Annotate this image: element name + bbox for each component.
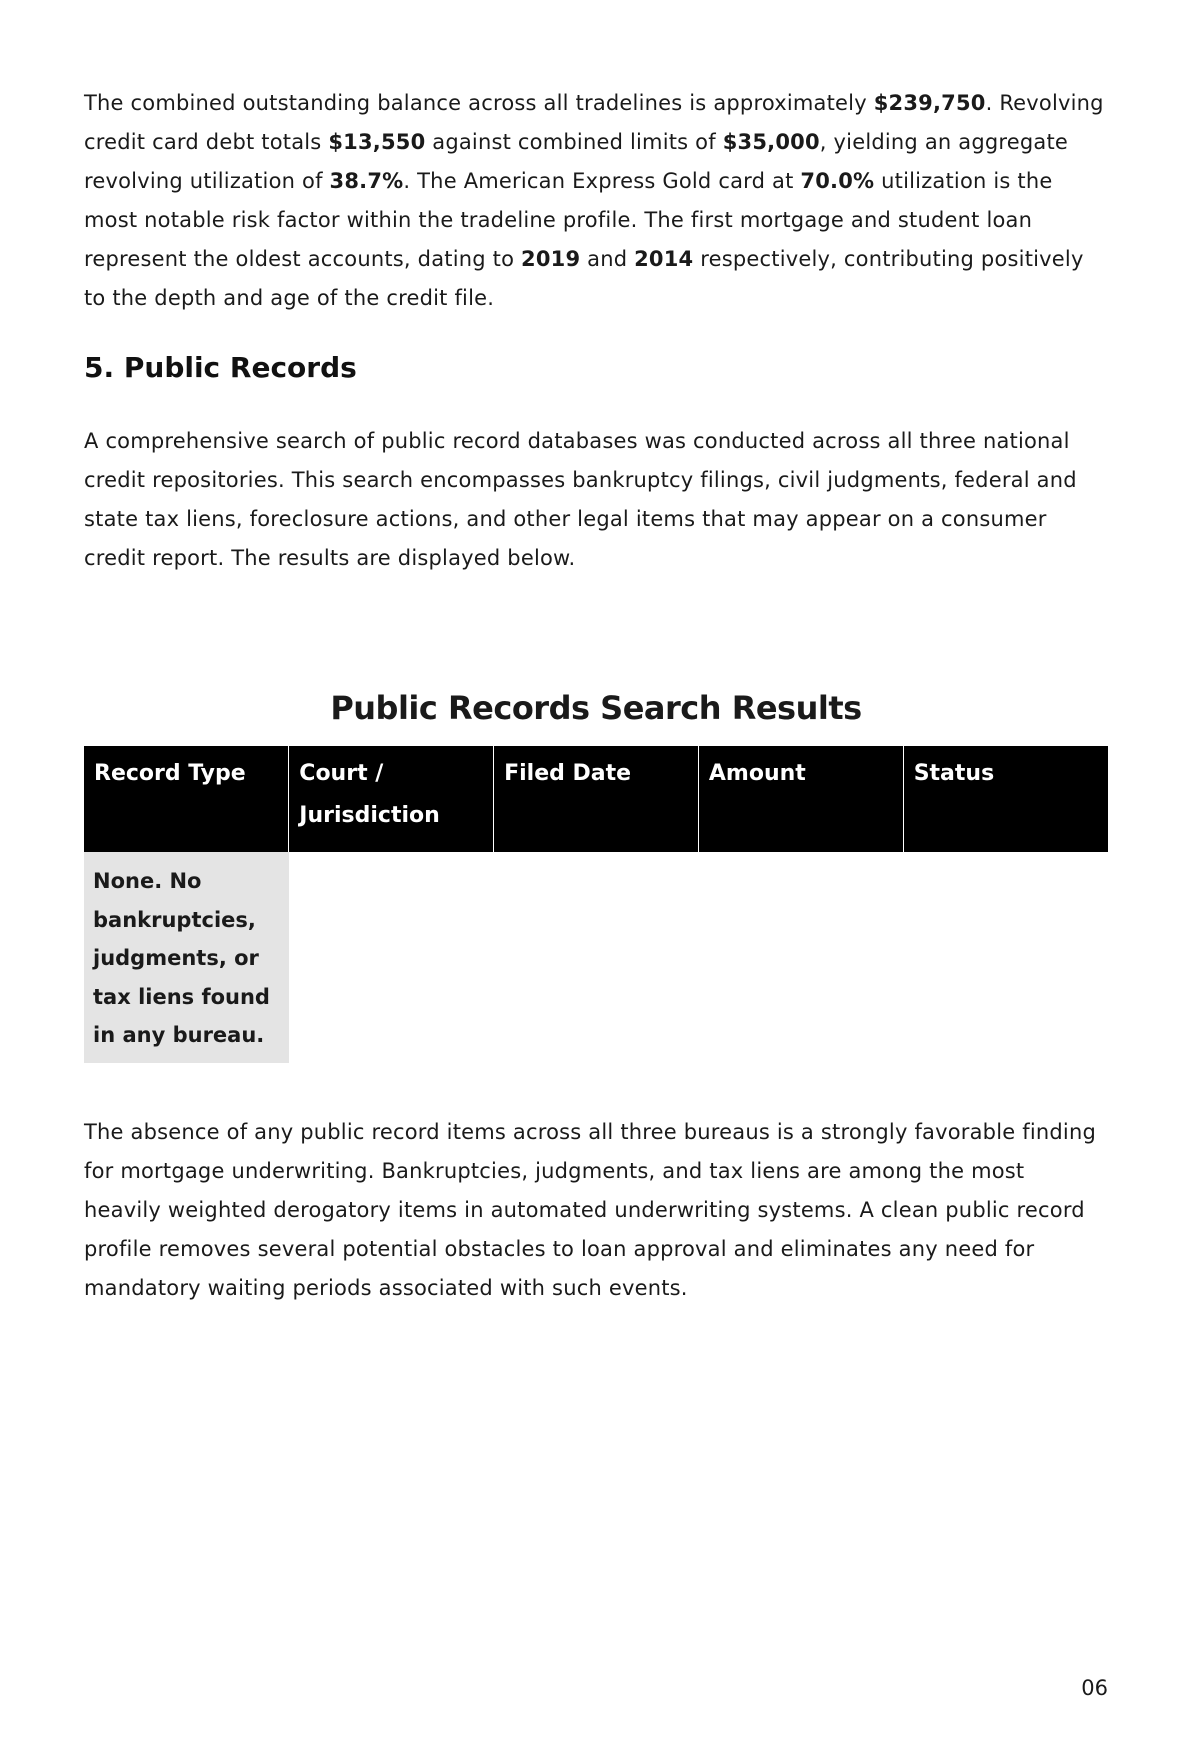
- table-title: Public Records Search Results: [330, 689, 862, 727]
- combined-limits-value: $35,000: [722, 130, 820, 154]
- page-number: 06: [1081, 1676, 1108, 1700]
- intro-text-2: . Revolving credit card debt totals: [84, 91, 1104, 154]
- intro-text-5: . The American Express Gold card at: [403, 169, 801, 193]
- total-balance-value: $239,750: [873, 91, 986, 115]
- amex-utilization-value: 70.0%: [800, 169, 875, 193]
- section-heading: 5. Public Records: [84, 351, 357, 384]
- intro-paragraph: [84, 84, 1108, 318]
- utilization-value: 38.7%: [329, 169, 404, 193]
- intro-text-4: , yielding an aggregate revolving utilization of: [84, 130, 1069, 193]
- section-paragraph: A comprehensive search of public record databases was conducted across all three national credit repositories. This search encompasses bankruptcy filings, civil judgments, federal and state tax liens, foreclosure actions, and other legal items that may appear on a consumer credit report. The results are displayed below.: [84, 429, 1077, 570]
- closing-paragraph: The absence of any public record items across all three bureaus is a strongly favorable finding for mortgage underwriting. Bankruptcies, judgments, and tax liens are among the most heavily weighted derogatory items in automated underwriting systems. A clean public record profile removes several potential obstacles to loan approval and eliminates any need for mandatory waiting periods associated with such events.: [84, 1119, 1096, 1300]
- amount-cell: [698, 852, 903, 1063]
- intro-text-8: respectively, contributing positively to the depth and age of the credit file.: [84, 247, 1084, 310]
- header-court-jurisdiction: Court / Jurisdiction: [289, 746, 494, 852]
- court-jurisdiction-cell: [289, 852, 494, 1063]
- record-type-cell: None. No bankruptcies, judgments, or tax liens found in any bureau.: [84, 852, 289, 1063]
- filed-date-cell: [494, 852, 699, 1063]
- header-amount: Amount: [698, 746, 903, 852]
- student-loan-year-value: 2014: [634, 247, 694, 271]
- revolving-debt-value: $13,550: [328, 130, 426, 154]
- intro-text-6: utilization is the most notable risk factor within the tradeline profile. The first mortgage and student loan represent the oldest accounts, dating to: [84, 169, 1053, 271]
- intro-text-3: against combined limits of: [425, 130, 723, 154]
- intro-text-7: and: [580, 247, 635, 271]
- header-status: Status: [903, 746, 1108, 852]
- document-page: [84, 84, 1108, 1308]
- public-records-table: [84, 746, 1108, 1063]
- mortgage-year-value: 2019: [521, 247, 581, 271]
- header-record-type: Record Type: [84, 746, 289, 852]
- intro-text-1: The combined outstanding balance across all tradelines is approximately: [84, 91, 874, 115]
- table-row: [84, 852, 1108, 1063]
- header-filed-date: Filed Date: [494, 746, 699, 852]
- status-cell: [903, 852, 1108, 1063]
- table-header-row: [84, 746, 1108, 852]
